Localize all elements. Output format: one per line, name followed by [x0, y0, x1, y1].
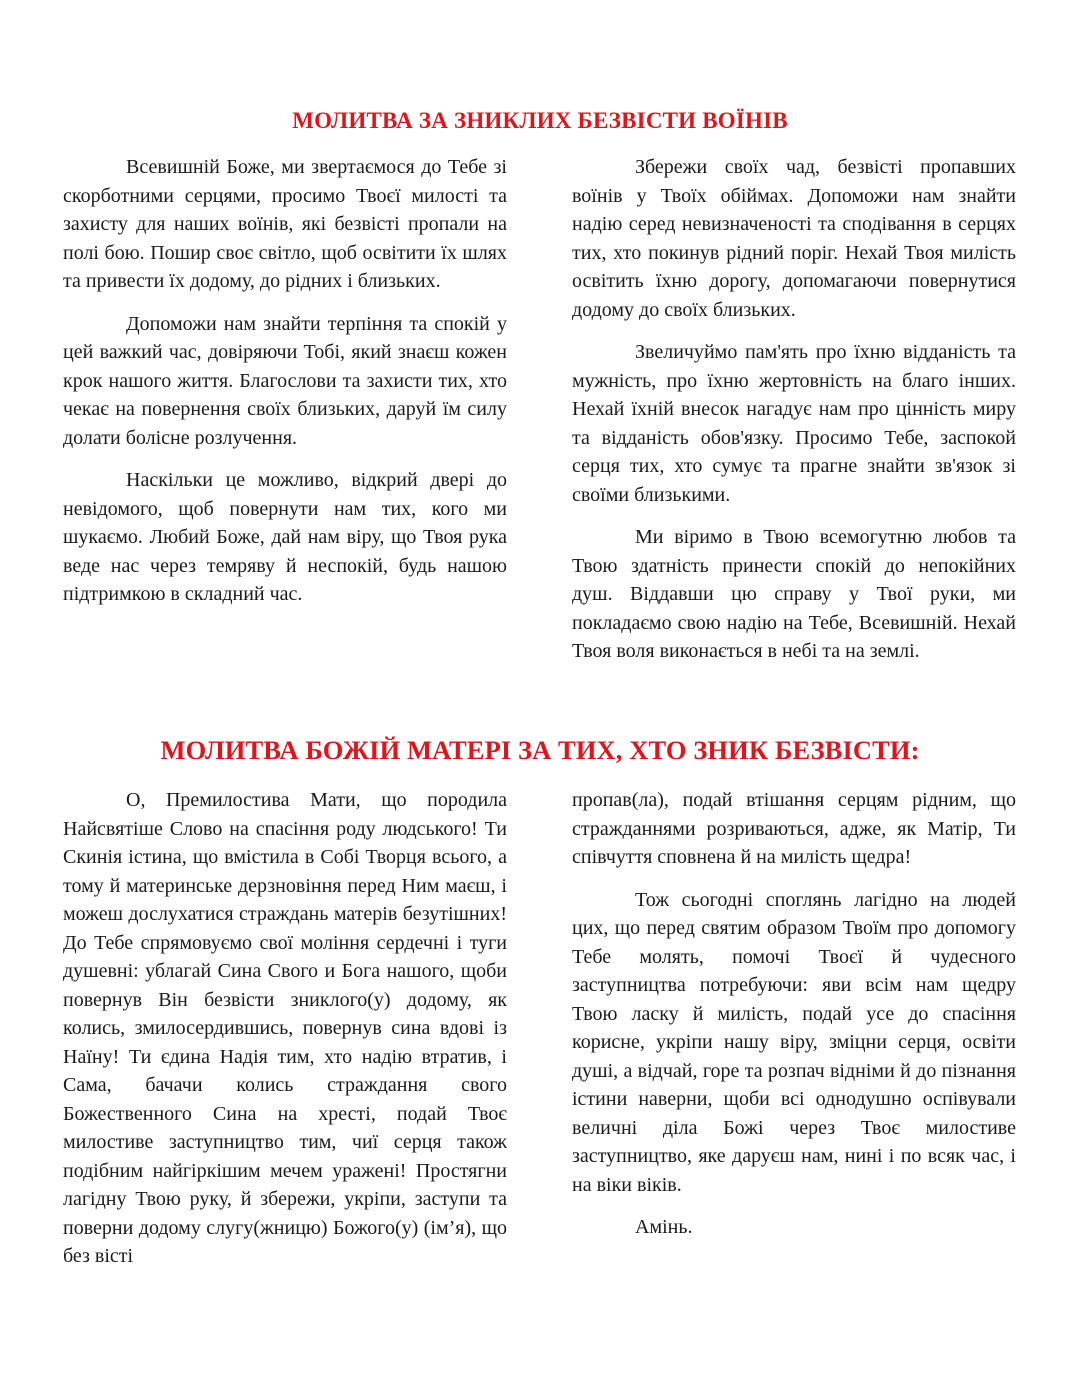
- prayer1-left-column: [63, 153, 507, 623]
- paragraph: О, Премилостива Мати, що породила Найсвятіше Слово на спасіння роду людського! Ти Скинія істина, що вмістила в Собі Творця всього, а тому й материнське дерзновіння перед Ним маєш, і можеш дослухатися страждань матерів безутішних! До Тебе спрямовуємо свої моління сердечні і туги душевні: ублагай Сина Свого и Бога нашого, щоби повернув Він безвісти зниклого(у) додому, як колись, змилосердившись, повернув сина вдові із Наїну! Ти єдина Надія тим, хто надію втратив, і Сама, бачачи колись страждання свого Божественного Сина на хресті, подай Твоє милостиве заступництво тим, чиї серця також подібним найгіркішим мечем уражені! Простягни лагідну Твою руку, й збережи, укріпи, заступи та поверни додому слугу(жницю) Божого(у) (ім’я), що без вісті: [63, 789, 507, 1267]
- paragraph-continued: пропав(ла), подай втішання серцям рідним, що стражданнями розриваються, адже, як Матір, Ти співчуття сповнена й на милість щедра!: [572, 789, 1016, 868]
- prayer-title-mother-of-god: МОЛИТВА БОЖІЙ МАТЕРІ ЗА ТИХ, ХТО ЗНИК БЕЗВІСТИ:: [160, 735, 920, 765]
- prayer2-left-column: [63, 786, 507, 1285]
- amen-line: Амінь.: [635, 1216, 693, 1238]
- prayer-title-missing-warriors: МОЛИТВА ЗА ЗНИКЛИХ БЕЗВІСТИ ВОЇНІВ: [292, 108, 788, 133]
- paragraph: Наскільки це можливо, відкрий двері до невідомого, щоб повернути нам тих, кого ми шукаємо. Любий Боже, дай нам віру, що Твоя рука веде нас через темряву й неспокій, будь нашою підтримкою в складний час.: [63, 469, 507, 605]
- paragraph: Допоможи нам знайти терпіння та спокій у цей важкий час, довіряючи Тобі, який знаєш кожен крок нашого життя. Благослови та захисти тих, хто чекає на повернення своїх близьких, даруй їм силу долати болісне розлучення.: [63, 312, 507, 449]
- paragraph: Тож сьогодні споглянь лагідно на людей цих, що перед святим образом Твоїм про допомогу Тебе молять, помочі Твоєї й чудесного заступництва потребуючи: яви всім нам щедру Твою ласку й милість, подай усе до спасіння корисне, укріпи нашу віру, зміцни серця, освіти душі, а відчай, горе та розпач відніми й до пізнання істини наверни, щоби всі однодушно оспівували величні діла Божі через Твоє милостиве заступництво, яке даруєш нам, нині і по всяк час, і на віки віків.: [572, 888, 1016, 1196]
- paragraph: Звеличуймо пам'ять про їхню відданість та мужність, про їхню жертовність на благо інших. Нехай їхній внесок нагадує нам про цінність миру та відданість обов'язку. Просимо Тебе, заспокой серця тих, хто сумує та прагне знайти зв'язок зі своїми близькими.: [572, 341, 1016, 506]
- prayer1-right-column: [572, 153, 1016, 680]
- paragraph: Збережи своїх чад, безвісті пропавших воїнів у Твоїх обіймах. Допоможи нам знайти надію серед невизначеності та сподівання в серцях тих, хто покинув рідний поріг. Нехай Твоя милість освітить їхню дорогу, допомагаючи повернутися додому до своїх близьких.: [572, 156, 1016, 321]
- paragraph: Ми віримо в Твою всемогутню любов та Твою здатність принести спокій до непокійних душ. Віддавши цю справу у Твої руки, ми покладаємо свою надію на Тебе, Всевишній. Нехай Твоя воля виконається в небі та на землі.: [572, 526, 1016, 662]
- paragraph: Всевишній Боже, ми звертаємося до Тебе зі скорботними серцями, просимо Твоєї милості та захисту для наших воїнів, які безвісті пропали на полі бою. Пошир своє світло, щоб освітити їх шлях та привести їх додому, до рідних і близьких.: [63, 156, 507, 292]
- prayer2-right-column: [572, 786, 1016, 1256]
